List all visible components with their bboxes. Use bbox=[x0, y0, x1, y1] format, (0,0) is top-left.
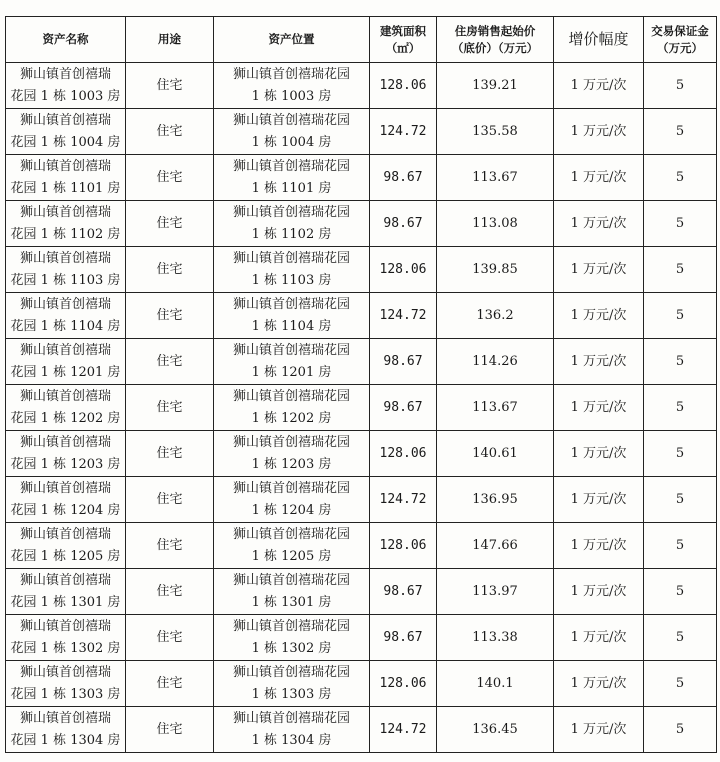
cell-deposit: 5 bbox=[644, 523, 717, 569]
cell-increment: 1 万元/次 bbox=[554, 109, 644, 155]
table-row bbox=[6, 707, 717, 753]
asset-name-line1: 狮山镇首创禧瑞 bbox=[19, 158, 111, 174]
location-line1: 狮山镇首创禧瑞花园 bbox=[232, 342, 350, 358]
cell-asset-name bbox=[6, 431, 126, 477]
asset-name-line2: 花园 1 栋 1103 房 bbox=[10, 272, 121, 288]
cell-use: 住宅 bbox=[126, 615, 214, 661]
header-area-line1: 建筑面积 bbox=[380, 23, 426, 38]
table-row bbox=[6, 569, 717, 615]
cell-use: 住宅 bbox=[126, 707, 214, 753]
table-row bbox=[6, 293, 717, 339]
cell-start-price: 113.08 bbox=[437, 201, 554, 247]
location-line1: 狮山镇首创禧瑞花园 bbox=[232, 710, 350, 726]
asset-name-line2: 花园 1 栋 1104 房 bbox=[10, 318, 121, 334]
table-row bbox=[6, 385, 717, 431]
cell-location bbox=[214, 63, 370, 109]
cell-location bbox=[214, 523, 370, 569]
cell-deposit: 5 bbox=[644, 109, 717, 155]
location-line1: 狮山镇首创禧瑞花园 bbox=[232, 388, 350, 404]
location-line2: 1 栋 1304 房 bbox=[251, 732, 332, 748]
cell-deposit: 5 bbox=[644, 707, 717, 753]
asset-name-line2: 花园 1 栋 1304 房 bbox=[10, 732, 121, 748]
asset-name-line1: 狮山镇首创禧瑞 bbox=[19, 204, 111, 220]
cell-use: 住宅 bbox=[126, 339, 214, 385]
cell-area: 124.72 bbox=[370, 707, 437, 753]
location-line1: 狮山镇首创禧瑞花园 bbox=[232, 526, 350, 542]
asset-name-line2: 花园 1 栋 1003 房 bbox=[10, 88, 121, 104]
location-line2: 1 栋 1303 房 bbox=[251, 686, 332, 702]
cell-asset-name bbox=[6, 661, 126, 707]
cell-use: 住宅 bbox=[126, 155, 214, 201]
location-line2: 1 栋 1004 房 bbox=[251, 134, 332, 150]
cell-deposit: 5 bbox=[644, 201, 717, 247]
header-deposit-line1: 交易保证金 bbox=[651, 23, 709, 38]
asset-name-line1: 狮山镇首创禧瑞 bbox=[19, 710, 111, 726]
location-line2: 1 栋 1203 房 bbox=[251, 456, 332, 472]
header-area-line2: （㎡） bbox=[385, 40, 421, 55]
table-row bbox=[6, 339, 717, 385]
asset-name-line2: 花园 1 栋 1302 房 bbox=[10, 640, 121, 656]
cell-area: 98.67 bbox=[370, 569, 437, 615]
cell-area: 128.06 bbox=[370, 63, 437, 109]
table-row bbox=[6, 661, 717, 707]
cell-asset-name bbox=[6, 201, 126, 247]
asset-name-line2: 花园 1 栋 1204 房 bbox=[10, 502, 121, 518]
cell-asset-name bbox=[6, 339, 126, 385]
cell-increment: 1 万元/次 bbox=[554, 63, 644, 109]
cell-location bbox=[214, 431, 370, 477]
header-area bbox=[370, 17, 437, 63]
cell-use: 住宅 bbox=[126, 293, 214, 339]
cell-start-price: 135.58 bbox=[437, 109, 554, 155]
table-body bbox=[6, 63, 717, 753]
cell-start-price: 139.21 bbox=[437, 63, 554, 109]
asset-name-line1: 狮山镇首创禧瑞 bbox=[19, 618, 111, 634]
cell-location bbox=[214, 615, 370, 661]
cell-start-price: 113.67 bbox=[437, 155, 554, 201]
table-header-row bbox=[6, 17, 717, 63]
location-line2: 1 栋 1301 房 bbox=[251, 594, 332, 610]
cell-start-price: 113.97 bbox=[437, 569, 554, 615]
location-line2: 1 栋 1201 房 bbox=[251, 364, 332, 380]
cell-start-price: 136.45 bbox=[437, 707, 554, 753]
cell-start-price: 147.66 bbox=[437, 523, 554, 569]
cell-location bbox=[214, 155, 370, 201]
cell-deposit: 5 bbox=[644, 155, 717, 201]
asset-name-line1: 狮山镇首创禧瑞 bbox=[19, 480, 111, 496]
cell-asset-name bbox=[6, 109, 126, 155]
header-deposit-line2: （万元） bbox=[657, 40, 703, 55]
location-line1: 狮山镇首创禧瑞花园 bbox=[232, 480, 350, 496]
cell-deposit: 5 bbox=[644, 431, 717, 477]
location-line2: 1 栋 1302 房 bbox=[251, 640, 332, 656]
cell-start-price: 140.1 bbox=[437, 661, 554, 707]
cell-location bbox=[214, 477, 370, 523]
header-increment: 增价幅度 bbox=[554, 17, 644, 63]
cell-use: 住宅 bbox=[126, 477, 214, 523]
table-row bbox=[6, 431, 717, 477]
cell-start-price: 113.38 bbox=[437, 615, 554, 661]
asset-name-line1: 狮山镇首创禧瑞 bbox=[19, 434, 111, 450]
table-row bbox=[6, 155, 717, 201]
cell-area: 124.72 bbox=[370, 477, 437, 523]
cell-use: 住宅 bbox=[126, 247, 214, 293]
cell-location bbox=[214, 293, 370, 339]
cell-area: 124.72 bbox=[370, 293, 437, 339]
cell-increment: 1 万元/次 bbox=[554, 339, 644, 385]
asset-table bbox=[5, 16, 717, 753]
location-line2: 1 栋 1101 房 bbox=[251, 180, 332, 196]
table-row bbox=[6, 247, 717, 293]
cell-use: 住宅 bbox=[126, 109, 214, 155]
cell-area: 98.67 bbox=[370, 339, 437, 385]
asset-name-line1: 狮山镇首创禧瑞 bbox=[19, 664, 111, 680]
cell-asset-name bbox=[6, 569, 126, 615]
header-price bbox=[437, 17, 554, 63]
asset-name-line1: 狮山镇首创禧瑞 bbox=[19, 250, 111, 266]
cell-asset-name bbox=[6, 385, 126, 431]
header-price-line2: （底价）（万元） bbox=[451, 40, 539, 55]
asset-name-line1: 狮山镇首创禧瑞 bbox=[19, 388, 111, 404]
cell-area: 124.72 bbox=[370, 109, 437, 155]
location-line1: 狮山镇首创禧瑞花园 bbox=[232, 112, 350, 128]
cell-area: 98.67 bbox=[370, 155, 437, 201]
cell-start-price: 114.26 bbox=[437, 339, 554, 385]
cell-increment: 1 万元/次 bbox=[554, 293, 644, 339]
cell-asset-name bbox=[6, 707, 126, 753]
cell-area: 128.06 bbox=[370, 523, 437, 569]
cell-asset-name bbox=[6, 155, 126, 201]
asset-name-line2: 花园 1 栋 1004 房 bbox=[10, 134, 121, 150]
cell-deposit: 5 bbox=[644, 615, 717, 661]
location-line1: 狮山镇首创禧瑞花园 bbox=[232, 618, 350, 634]
table-row bbox=[6, 523, 717, 569]
table-row bbox=[6, 477, 717, 523]
cell-location bbox=[214, 385, 370, 431]
location-line1: 狮山镇首创禧瑞花园 bbox=[232, 250, 350, 266]
table-row bbox=[6, 201, 717, 247]
header-deposit bbox=[644, 17, 717, 63]
cell-increment: 1 万元/次 bbox=[554, 431, 644, 477]
cell-start-price: 136.95 bbox=[437, 477, 554, 523]
location-line1: 狮山镇首创禧瑞花园 bbox=[232, 66, 350, 82]
cell-area: 98.67 bbox=[370, 615, 437, 661]
asset-name-line2: 花园 1 栋 1301 房 bbox=[10, 594, 121, 610]
cell-increment: 1 万元/次 bbox=[554, 615, 644, 661]
header-asset-name: 资产名称 bbox=[6, 17, 126, 63]
location-line2: 1 栋 1103 房 bbox=[251, 272, 332, 288]
cell-asset-name bbox=[6, 523, 126, 569]
cell-area: 98.67 bbox=[370, 385, 437, 431]
location-line2: 1 栋 1204 房 bbox=[251, 502, 332, 518]
cell-deposit: 5 bbox=[644, 385, 717, 431]
header-use: 用途 bbox=[126, 17, 214, 63]
cell-increment: 1 万元/次 bbox=[554, 477, 644, 523]
cell-location bbox=[214, 707, 370, 753]
cell-increment: 1 万元/次 bbox=[554, 523, 644, 569]
cell-deposit: 5 bbox=[644, 477, 717, 523]
asset-name-line2: 花园 1 栋 1102 房 bbox=[10, 226, 121, 242]
asset-name-line1: 狮山镇首创禧瑞 bbox=[19, 342, 111, 358]
cell-asset-name bbox=[6, 293, 126, 339]
cell-increment: 1 万元/次 bbox=[554, 569, 644, 615]
cell-start-price: 136.2 bbox=[437, 293, 554, 339]
location-line2: 1 栋 1003 房 bbox=[251, 88, 332, 104]
cell-location bbox=[214, 247, 370, 293]
cell-use: 住宅 bbox=[126, 569, 214, 615]
cell-area: 128.06 bbox=[370, 247, 437, 293]
table-row bbox=[6, 615, 717, 661]
cell-location bbox=[214, 661, 370, 707]
cell-increment: 1 万元/次 bbox=[554, 661, 644, 707]
cell-start-price: 139.85 bbox=[437, 247, 554, 293]
cell-deposit: 5 bbox=[644, 63, 717, 109]
asset-name-line2: 花园 1 栋 1203 房 bbox=[10, 456, 121, 472]
cell-location bbox=[214, 339, 370, 385]
header-location: 资产位置 bbox=[214, 17, 370, 63]
cell-deposit: 5 bbox=[644, 247, 717, 293]
header-price-line1: 住房销售起始价 bbox=[454, 23, 536, 38]
cell-increment: 1 万元/次 bbox=[554, 155, 644, 201]
cell-use: 住宅 bbox=[126, 63, 214, 109]
table-row bbox=[6, 109, 717, 155]
cell-asset-name bbox=[6, 477, 126, 523]
asset-name-line1: 狮山镇首创禧瑞 bbox=[19, 572, 111, 588]
asset-name-line2: 花园 1 栋 1205 房 bbox=[10, 548, 121, 564]
cell-increment: 1 万元/次 bbox=[554, 707, 644, 753]
asset-name-line2: 花园 1 栋 1201 房 bbox=[10, 364, 121, 380]
cell-deposit: 5 bbox=[644, 293, 717, 339]
cell-use: 住宅 bbox=[126, 201, 214, 247]
location-line2: 1 栋 1104 房 bbox=[251, 318, 332, 334]
cell-area: 128.06 bbox=[370, 661, 437, 707]
cell-asset-name bbox=[6, 63, 126, 109]
cell-use: 住宅 bbox=[126, 431, 214, 477]
location-line1: 狮山镇首创禧瑞花园 bbox=[232, 434, 350, 450]
location-line1: 狮山镇首创禧瑞花园 bbox=[232, 296, 350, 312]
cell-increment: 1 万元/次 bbox=[554, 247, 644, 293]
cell-area: 128.06 bbox=[370, 431, 437, 477]
location-line1: 狮山镇首创禧瑞花园 bbox=[232, 664, 350, 680]
cell-deposit: 5 bbox=[644, 569, 717, 615]
cell-area: 98.67 bbox=[370, 201, 437, 247]
cell-asset-name bbox=[6, 615, 126, 661]
cell-deposit: 5 bbox=[644, 339, 717, 385]
asset-name-line1: 狮山镇首创禧瑞 bbox=[19, 526, 111, 542]
asset-name-line1: 狮山镇首创禧瑞 bbox=[19, 66, 111, 82]
location-line1: 狮山镇首创禧瑞花园 bbox=[232, 572, 350, 588]
cell-start-price: 140.61 bbox=[437, 431, 554, 477]
location-line1: 狮山镇首创禧瑞花园 bbox=[232, 158, 350, 174]
asset-name-line2: 花园 1 栋 1202 房 bbox=[10, 410, 121, 426]
cell-location bbox=[214, 569, 370, 615]
cell-increment: 1 万元/次 bbox=[554, 201, 644, 247]
cell-use: 住宅 bbox=[126, 523, 214, 569]
asset-name-line1: 狮山镇首创禧瑞 bbox=[19, 112, 111, 128]
cell-use: 住宅 bbox=[126, 661, 214, 707]
cell-deposit: 5 bbox=[644, 661, 717, 707]
asset-name-line2: 花园 1 栋 1101 房 bbox=[10, 180, 121, 196]
cell-asset-name bbox=[6, 247, 126, 293]
cell-increment: 1 万元/次 bbox=[554, 385, 644, 431]
location-line2: 1 栋 1205 房 bbox=[251, 548, 332, 564]
location-line2: 1 栋 1202 房 bbox=[251, 410, 332, 426]
cell-location bbox=[214, 109, 370, 155]
location-line2: 1 栋 1102 房 bbox=[251, 226, 332, 242]
asset-name-line1: 狮山镇首创禧瑞 bbox=[19, 296, 111, 312]
cell-use: 住宅 bbox=[126, 385, 214, 431]
asset-name-line2: 花园 1 栋 1303 房 bbox=[10, 686, 121, 702]
cell-location bbox=[214, 201, 370, 247]
table-row bbox=[6, 63, 717, 109]
cell-start-price: 113.67 bbox=[437, 385, 554, 431]
location-line1: 狮山镇首创禧瑞花园 bbox=[232, 204, 350, 220]
